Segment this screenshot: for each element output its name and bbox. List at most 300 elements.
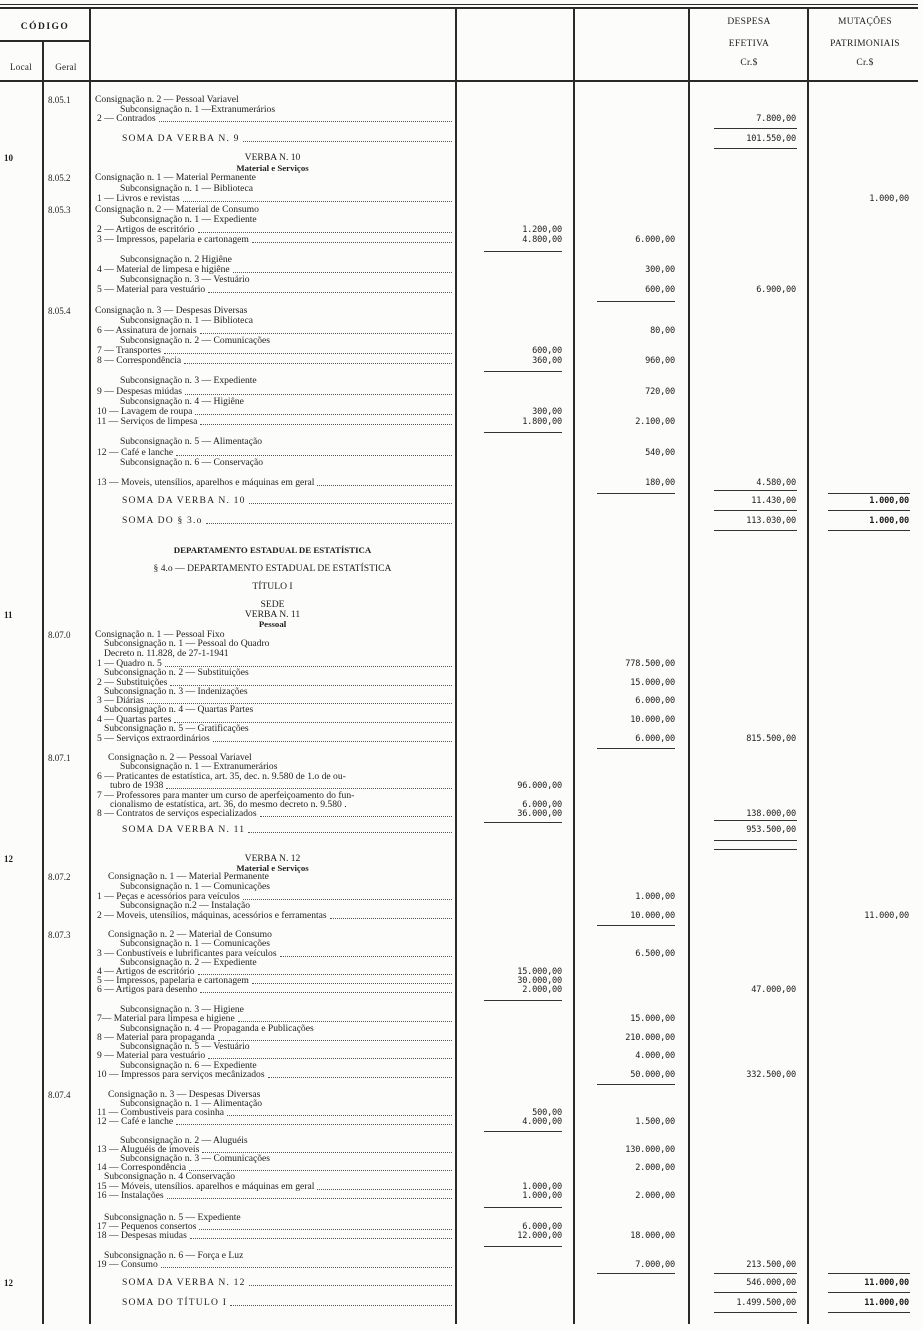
- subtotal-rule: [484, 251, 562, 252]
- dot-leader: [190, 1231, 452, 1239]
- row-description-text: 5 — Impressos, papelaria e cartonagem: [97, 975, 249, 986]
- amount-b: 80,00: [650, 326, 675, 336]
- amount-b: 778.500,00: [625, 659, 675, 669]
- dot-leader: [213, 734, 452, 742]
- subtotal-rule: [714, 1312, 797, 1313]
- amount-b: 2.000,00: [635, 1191, 675, 1201]
- row-description-text: 1 — Peças e acessórios para veículos: [97, 891, 240, 902]
- amount-b: 2.000,00: [635, 1163, 675, 1173]
- amount-c: 213.500,00: [746, 1260, 796, 1270]
- row-description-text: Subconsignação n. 1 — Pessoal do Quadro: [104, 638, 270, 649]
- row-description-text: 4 — Quartas partes: [97, 714, 172, 725]
- row-description-text: Subconsignação n. 4 — Higiêne: [120, 396, 244, 407]
- amount-a: 36.000,00: [517, 809, 562, 819]
- amount-b: 300,00: [645, 265, 675, 275]
- subtotal-rule: [484, 1000, 562, 1001]
- row-description-text: Subconsignação n. 2 — Expediente: [120, 957, 257, 968]
- local-code: 12: [4, 854, 13, 864]
- row-description-text: SOMA DA VERBA N. 12: [122, 1277, 246, 1288]
- row-description-text: 17 — Pequenos consertos: [97, 1221, 197, 1232]
- row-description-text: 8 — Contratos de serviços especializados: [97, 808, 257, 819]
- row-description-text: 1 — Quadro n. 5: [97, 658, 162, 669]
- amount-b: 600,00: [645, 285, 675, 295]
- total-row: [0, 134, 922, 144]
- row-description-text: Consignação n. 3 — Despesas Diversas: [95, 305, 248, 316]
- table-row: [0, 1260, 922, 1270]
- row-description-text: 11 — Serviços de limpesa: [97, 416, 198, 427]
- subtotal-rule: [714, 840, 797, 841]
- row-description-text: 3 — Impressos, papelaria e cartonagem: [97, 234, 249, 245]
- row-description-text: 6 — Artigos para desenho: [97, 984, 198, 995]
- row-description-text: Subconsignação n. 1 — Comunicações: [120, 881, 271, 892]
- amount-b: 6.500,00: [635, 949, 675, 959]
- row-description: [97, 1231, 452, 1241]
- dot-leader: [195, 407, 452, 415]
- row-description-text: 15 — Móveis, utensílios. aparelhos e máquinas em geral: [97, 1181, 315, 1192]
- row-description-text: Subconsignação n. 3 — Comunicações: [120, 1153, 271, 1164]
- amount-c: 332.500,00: [746, 1070, 796, 1080]
- table-row: [0, 1191, 922, 1201]
- codigo-rule: [0, 40, 90, 42]
- row-description-text: 7 — Transportes: [97, 345, 161, 356]
- row-description-text: SOMA DO TÍTULO I: [122, 1297, 228, 1308]
- row-description-text: 11 — Combustiveis para cosinha: [97, 1107, 225, 1118]
- dot-leader: [184, 356, 452, 364]
- dot-leader: [280, 949, 452, 957]
- header-bottom-rule: [0, 80, 918, 82]
- row-description-text: 5 — Material para vestuário: [97, 284, 206, 295]
- row-description-text: 2 — Contrados: [97, 113, 156, 124]
- row-description-text: Consignação n. 2 — Pessoal Variavel: [95, 94, 239, 105]
- dot-leader: [317, 478, 452, 486]
- row-description: [122, 1298, 452, 1308]
- amount-a: 4.800,00: [522, 235, 562, 245]
- row-description-text: 10 — Impressos para serviços mecânizados: [97, 1069, 265, 1080]
- amount-b: 50.000,00: [630, 1070, 675, 1080]
- row-description-text: cionalismo de estatística, art. 36, do mesmo decreto n. 9.580 .: [110, 799, 347, 810]
- amount-c: 101.550,00: [746, 134, 796, 144]
- dot-leader: [185, 387, 452, 395]
- total-row: [0, 1278, 922, 1288]
- dot-leader: [170, 678, 452, 686]
- row-description-text: VERBA N. 12: [244, 853, 301, 864]
- row-description: [90, 153, 455, 163]
- dot-leader: [249, 1278, 452, 1286]
- row-description-text: Subconsignação n. 4 Conservação: [104, 1171, 236, 1182]
- subtotal-rule: [828, 530, 910, 531]
- header-efetiva: EFETIVA: [728, 39, 770, 49]
- header-mutacoes: MUTAÇÕES: [838, 17, 892, 27]
- table-row: [0, 911, 922, 921]
- table-row: [0, 235, 922, 245]
- row-description-text: 9 — Material para vestuário: [97, 1050, 206, 1061]
- row-description-text: 1 — Livros e revistas: [97, 193, 180, 204]
- row-description-text: VERBA N. 10: [244, 152, 301, 163]
- table-row: [0, 478, 922, 488]
- amount-b: 1.500,00: [635, 1117, 675, 1127]
- amount-a: 12.000,00: [517, 1231, 562, 1241]
- amount-b: 6.000,00: [635, 696, 675, 706]
- header-top-rule: [0, 4, 918, 5]
- header-mutacoes-currency: Cr.$: [856, 58, 874, 68]
- row-description: [120, 336, 452, 346]
- dot-leader: [176, 448, 452, 456]
- row-description-text: 12 — Café e lanche: [97, 1116, 174, 1127]
- subtotal-rule: [714, 1273, 797, 1274]
- amount-c: 546.000,00: [746, 1278, 796, 1288]
- table-row: [0, 1070, 922, 1080]
- subtotal-rule: [597, 1273, 675, 1274]
- row-description-text: 6 — Praticantes de estatística, art. 35, dec. n. 9.580 de 1.o de ou-: [97, 771, 346, 782]
- total-row: [0, 1298, 922, 1308]
- row-description: [90, 619, 455, 629]
- row-description-text: SOMA DA VERBA N. 9: [122, 133, 240, 144]
- geral-code: 8.05.1: [48, 95, 71, 105]
- total-row: [0, 516, 922, 526]
- row-description: [97, 1260, 452, 1270]
- table-row: [0, 1231, 922, 1241]
- amount-b: 4.000,00: [635, 1051, 675, 1061]
- geral-code: 8.05.3: [48, 205, 71, 215]
- local-code: 11: [4, 610, 13, 620]
- row-description-text: 2 — Substituições: [97, 677, 168, 688]
- row-description-text: Consignação n. 3 — Despesas Diversas: [108, 1089, 261, 1100]
- section-heading-row: [0, 600, 922, 610]
- row-description-text: Subconsignação n. 6 — Força e Luz: [104, 1250, 244, 1261]
- dot-leader: [243, 892, 452, 900]
- dot-leader: [166, 781, 452, 789]
- row-description: [90, 564, 455, 574]
- row-description-text: Consignação n. 2 — Material de Consumo: [95, 204, 259, 215]
- dot-leader: [200, 326, 452, 334]
- amount-b: 2.100,00: [635, 417, 675, 427]
- row-description: [122, 134, 452, 144]
- row-description-text: Subconsignação n. 5 — Vestuário: [120, 1041, 250, 1052]
- table-row: [0, 417, 922, 427]
- dot-leader: [165, 659, 452, 667]
- dot-leader: [189, 1163, 452, 1171]
- row-description-text: Subconsignação n. 1 — Alimentação: [120, 1098, 263, 1109]
- row-description-text: Consignação n. 1 — Material Permanente: [108, 871, 269, 882]
- row-description-text: 6 — Assinatura de jornais: [97, 325, 197, 336]
- row-description-text: Subconsignação n. 2 — Substituições: [104, 667, 249, 678]
- row-description: [97, 1117, 452, 1127]
- row-description: [97, 985, 452, 995]
- dot-leader: [200, 417, 452, 425]
- header-patrimoniais: PATRIMONIAIS: [830, 39, 900, 49]
- table-row: [0, 1117, 922, 1127]
- row-description-text: SOMA DA VERBA N. 11: [122, 824, 246, 835]
- row-description-text: Subconsignação n. 3 — Higiene: [120, 1004, 244, 1015]
- row-description-text: 8 — Material para propaganda: [97, 1032, 215, 1043]
- dot-leader: [260, 809, 452, 817]
- row-description-text: Subconsignação n. 5 — Expediente: [104, 1212, 241, 1223]
- subtotal-rule: [484, 432, 562, 433]
- row-description-text: 14 — Correspondência: [97, 1162, 186, 1173]
- row-description-text: Subconsignação n. 2 — Aluguéis: [120, 1135, 248, 1146]
- dot-leader: [330, 911, 452, 919]
- row-description-text: 5 — Serviços extraordinários: [97, 733, 210, 744]
- row-description-text: 9 — Despesas miúdas: [97, 386, 182, 397]
- row-description: [97, 478, 452, 488]
- row-description-text: 3 — Diárias: [97, 695, 144, 706]
- amount-a: 1.200,00: [522, 225, 562, 235]
- dot-leader: [176, 1117, 452, 1125]
- row-description: [97, 356, 452, 366]
- subtotal-rule: [714, 849, 797, 850]
- amount-c: 1.499.500,00: [736, 1298, 796, 1308]
- row-description-text: Subconsignação n. 1 — Expediente: [120, 214, 257, 225]
- table-row: [0, 114, 922, 124]
- dot-leader: [268, 1070, 452, 1078]
- row-description-text: Consignação n. 1 — Material Permanente: [95, 172, 256, 183]
- row-description-text: 16 — Instalações: [97, 1190, 164, 1201]
- row-description-text: 8 — Correspondência: [97, 355, 182, 366]
- amount-b: 15.000,00: [630, 1014, 675, 1024]
- row-description-text: Subconsignação n. 5 — Gratificações: [104, 723, 249, 734]
- geral-code: 8.07.1: [48, 753, 71, 763]
- table-row: [0, 809, 922, 819]
- amount-d: 1.000,00: [869, 516, 909, 526]
- dot-leader: [198, 225, 452, 233]
- dot-leader: [317, 1182, 452, 1190]
- amount-d: 1.000,00: [869, 496, 909, 506]
- amount-a: 360,00: [532, 356, 562, 366]
- amount-b: 130.000,00: [625, 1145, 675, 1155]
- subtotal-rule: [828, 510, 910, 511]
- row-description: [90, 545, 455, 555]
- row-description: [122, 1278, 452, 1288]
- row-description: [97, 417, 452, 427]
- row-description-text: 7— Material para limpesa e higiene: [97, 1013, 235, 1024]
- row-description: [122, 516, 452, 526]
- dot-leader: [164, 346, 452, 354]
- row-description-text: Material e Serviços: [236, 863, 309, 873]
- header-top-rule-2: [0, 7, 918, 9]
- row-description-text: Subconsignação n. 1 — Biblioteca: [120, 183, 253, 194]
- row-description-text: Subconsignação n. 1 — Extranumerários: [120, 761, 278, 772]
- amount-b: 180,00: [645, 478, 675, 488]
- subtotal-rule: [484, 1246, 562, 1247]
- row-description: [122, 496, 452, 506]
- amount-b: 6.000,00: [635, 235, 675, 245]
- row-description: [97, 194, 452, 204]
- geral-code: 8.07.2: [48, 872, 71, 882]
- row-description-text: Subconsignação n. 2 — Comunicações: [120, 335, 271, 346]
- row-description: [97, 911, 452, 921]
- row-description-text: 13 — Moveis, utensílios, aparelhos e máquinas em geral: [97, 477, 315, 488]
- table-row: [0, 376, 922, 386]
- table-row: [0, 734, 922, 744]
- amount-d: 1.000,00: [869, 194, 909, 204]
- row-description-text: Subconsignação n. 6 — Conservação: [120, 457, 264, 468]
- row-description-text: Subconsignação n. 3 — Expediente: [120, 375, 257, 386]
- row-description: [97, 734, 452, 744]
- subtotal-rule: [484, 822, 562, 823]
- amount-c: 6.900,00: [756, 285, 796, 295]
- amount-b: 10.000,00: [630, 911, 675, 921]
- amount-b: 960,00: [645, 356, 675, 366]
- row-description-text: Subconsignação n. 6 — Expediente: [120, 1060, 257, 1071]
- amount-a: 4.000,00: [522, 1117, 562, 1127]
- row-description-text: Consignação n. 2 — Material de Consumo: [108, 929, 272, 940]
- section-heading-row: [0, 545, 922, 555]
- dot-leader: [208, 285, 452, 293]
- subtotal-rule: [828, 1292, 910, 1293]
- amount-a: 6.000,00: [522, 800, 562, 810]
- geral-code: 8.07.4: [48, 1090, 71, 1100]
- row-description-text: Subconsignação n. 5 — Alimentação: [120, 436, 263, 447]
- subtotal-rule: [828, 1273, 910, 1274]
- dot-leader: [159, 114, 452, 122]
- row-description-text: Subconsignação n. 2 Higiêne: [120, 254, 232, 265]
- row-description-text: Subconsignação n.2 — Instalação: [120, 900, 251, 911]
- amount-b: 720,00: [645, 387, 675, 397]
- row-description: [97, 1070, 452, 1080]
- local-code: 12: [4, 1278, 13, 1288]
- row-description-text: 7 — Professores para manter um curso de aperfeiçoamento do fun-: [97, 790, 355, 801]
- geral-code: 8.07.3: [48, 930, 71, 940]
- amount-a: 6.000,00: [522, 1222, 562, 1232]
- subtotal-rule: [714, 530, 797, 531]
- row-description: [97, 285, 452, 295]
- dot-leader: [200, 985, 452, 993]
- subtotal-rule: [597, 1084, 675, 1085]
- row-description: [90, 582, 455, 592]
- amount-a: 1.800,00: [522, 417, 562, 427]
- header-local: Local: [10, 62, 32, 72]
- row-description-text: 4 — Material de limpesa e higiêne: [97, 264, 230, 275]
- amount-d: 11.000,00: [864, 1298, 909, 1308]
- total-row: [0, 825, 922, 835]
- row-description-text: Decreto n. 11.828, de 27-1-1941: [104, 648, 229, 659]
- subtotal-rule: [597, 925, 675, 926]
- amount-c: 953.500,00: [746, 825, 796, 835]
- dot-leader: [252, 235, 452, 243]
- row-description-text: Subconsignação n. 3 — Indenizações: [104, 686, 248, 697]
- geral-code: 8.05.4: [48, 306, 71, 316]
- row-description-text: tubro de 1938: [110, 780, 164, 791]
- amount-a: 30.000,00: [517, 976, 562, 986]
- table-row: [0, 173, 922, 183]
- row-description: [120, 437, 452, 447]
- amount-b: 15.000,00: [630, 678, 675, 688]
- row-description-text: 3 — Conbustíveis e lubrificantes para veículos: [97, 948, 277, 959]
- amount-a: 15.000,00: [517, 967, 562, 977]
- row-description-text: VERBA N. 11: [244, 609, 301, 620]
- amount-c: 47.000,00: [751, 985, 796, 995]
- row-description-text: Subconsignação n. 1 — Biblioteca: [120, 315, 253, 326]
- row-description-text: 10 — Lavagem de roupa: [97, 406, 193, 417]
- row-description-text: SOMA DO § 3.o: [122, 515, 203, 526]
- section-heading-row: [0, 582, 922, 592]
- section-heading-row: [0, 153, 922, 163]
- amount-a: 600,00: [532, 346, 562, 356]
- amount-a: 2.000,00: [522, 985, 562, 995]
- subtotal-rule: [714, 490, 797, 491]
- table-row: [0, 985, 922, 995]
- dot-leader: [252, 976, 452, 984]
- dot-leader: [199, 1222, 452, 1230]
- amount-c: 815.500,00: [746, 734, 796, 744]
- dot-leader: [202, 1145, 452, 1153]
- amount-c: 11.430,00: [751, 496, 796, 506]
- subtotal-rule: [714, 510, 797, 511]
- dot-leader: [248, 825, 452, 833]
- subtotal-rule: [597, 301, 675, 302]
- amount-b: 1.000,00: [635, 892, 675, 902]
- amount-b: 6.000,00: [635, 734, 675, 744]
- row-description-text: Subconsignação n. 1 — Comunicações: [120, 938, 271, 949]
- dot-leader: [198, 967, 452, 975]
- table-row: [0, 356, 922, 366]
- row-description: [97, 235, 452, 245]
- dot-leader: [147, 696, 452, 704]
- row-description-text: 12 — Café e lanche: [97, 447, 174, 458]
- dot-leader: [208, 1051, 452, 1059]
- amount-b: 7.000,00: [635, 1260, 675, 1270]
- subtotal-rule: [484, 1131, 562, 1132]
- row-description-text: Consignação n. 1 — Pessoal Fixo: [95, 629, 225, 640]
- header-geral: Geral: [55, 62, 77, 72]
- dot-leader: [238, 1014, 452, 1022]
- subtotal-rule: [484, 371, 562, 372]
- row-description: [97, 809, 452, 819]
- section-heading-row: [0, 564, 922, 574]
- subtotal-rule: [714, 820, 797, 821]
- amount-a: 300,00: [532, 407, 562, 417]
- local-code: 10: [4, 153, 13, 163]
- row-description: [95, 173, 452, 183]
- table-row: [0, 437, 922, 447]
- row-description-text: SOMA DA VERBA N. 10: [122, 495, 246, 506]
- row-description-text: 2 — Moveis, utensílios, máquinas, acessórios e ferramentas: [97, 910, 327, 921]
- amount-b: 540,00: [645, 448, 675, 458]
- total-row: [0, 496, 922, 506]
- row-description-text: DEPARTAMENTO ESTADUAL DE ESTATÍSTICA: [173, 545, 372, 555]
- row-description-text: SEDE: [260, 599, 285, 610]
- row-description-text: Consignação n. 2 — Pessoal Variavel: [108, 752, 252, 763]
- geral-code: 8.07.0: [48, 630, 71, 640]
- row-description-text: Subconsignação n. 1 —Extranumerários: [120, 104, 276, 115]
- amount-c: 138.000,00: [746, 809, 796, 819]
- row-description: [120, 376, 452, 386]
- dot-leader: [249, 496, 452, 504]
- table-row: [0, 194, 922, 204]
- row-description-text: Subconsignação n. 4 — Propaganda e Publicações: [120, 1023, 314, 1034]
- table-row: [0, 285, 922, 295]
- row-description-text: Subconsignação n. 4 — Quartas Partes: [104, 704, 254, 715]
- row-description: [122, 825, 452, 835]
- row-description-text: Subconsignação n. 3 — Vestuário: [120, 274, 250, 285]
- amount-d: 11.000,00: [864, 911, 909, 921]
- row-description-text: 13 — Aluguéis de imoveis: [97, 1144, 200, 1155]
- amount-a: 1.000,00: [522, 1191, 562, 1201]
- amount-a: 1.000,00: [522, 1182, 562, 1192]
- row-description: [97, 1191, 452, 1201]
- amount-a: 500,00: [532, 1108, 562, 1118]
- row-description-text: 18 — Despesas miudas: [97, 1230, 187, 1241]
- dot-leader: [167, 1191, 452, 1199]
- subtotal-rule: [828, 1312, 910, 1313]
- dot-leader: [227, 1108, 452, 1116]
- amount-a: 96.000,00: [517, 781, 562, 791]
- row-description-text: § 4.o — DEPARTAMENTO ESTADUAL DE ESTATÍSTICA: [153, 563, 392, 574]
- row-description-text: 4 — Artigos de escritório: [97, 966, 195, 977]
- header-despesa: DESPESA: [727, 17, 771, 27]
- subtotal-rule: [484, 1207, 562, 1208]
- subtotal-rule: [714, 148, 797, 149]
